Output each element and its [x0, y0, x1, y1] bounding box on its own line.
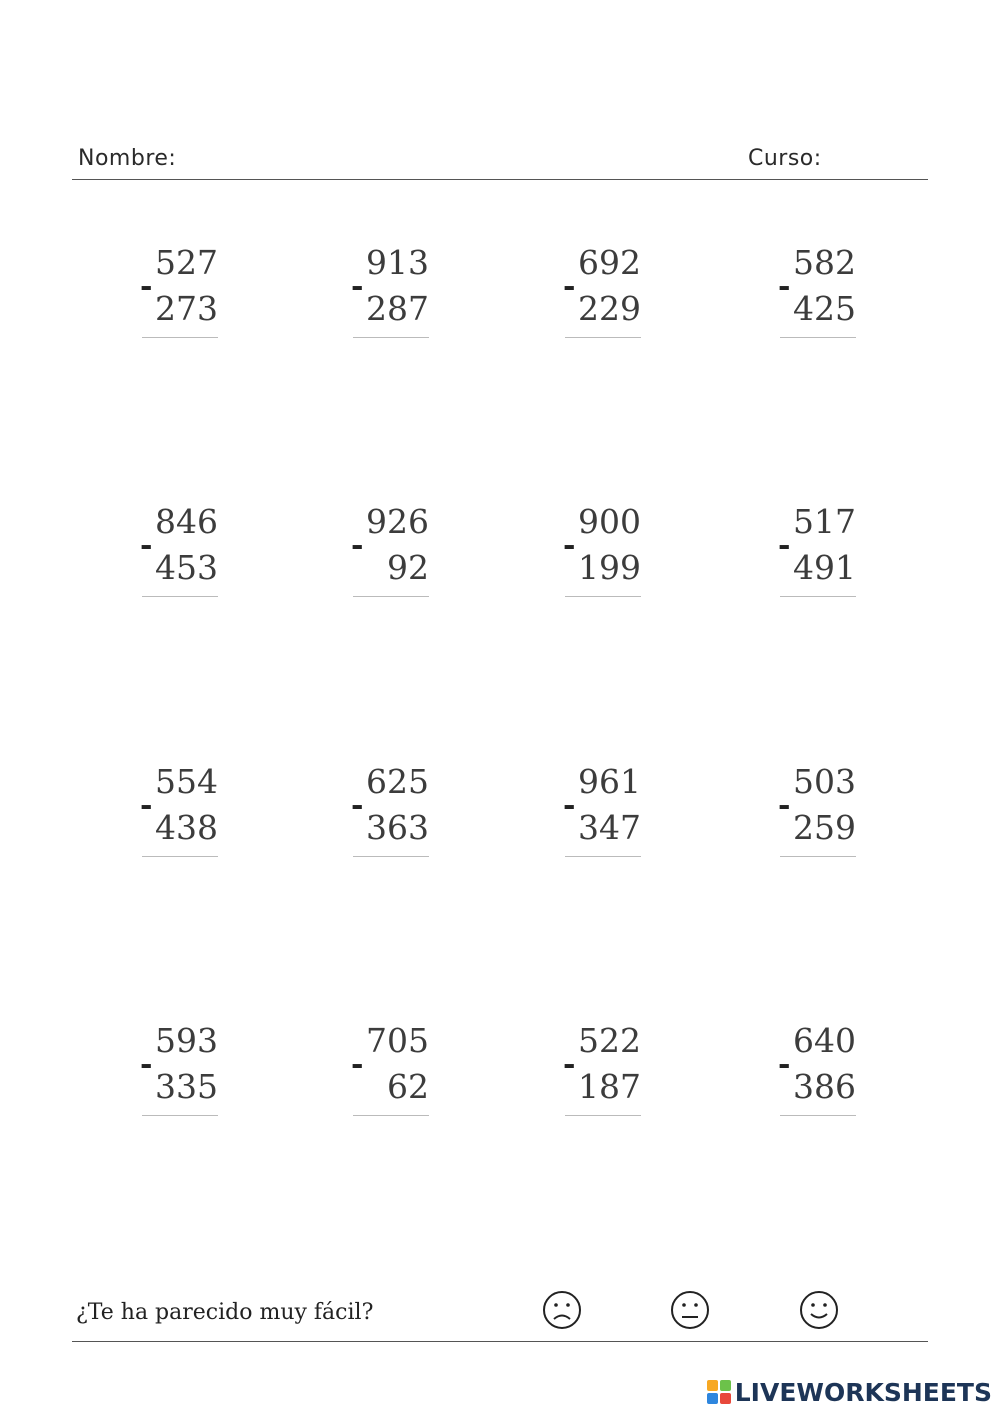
- sad-face-icon[interactable]: [542, 1290, 582, 1330]
- liveworksheets-logo-icon: [707, 1380, 731, 1404]
- answer-line[interactable]: [780, 1115, 856, 1116]
- answer-line[interactable]: [565, 596, 641, 597]
- minuend: 527: [155, 243, 218, 282]
- answer-line[interactable]: [780, 337, 856, 338]
- minus-sign: -: [563, 528, 576, 563]
- subtraction-problem: [563, 1021, 653, 1131]
- minus-sign: -: [351, 269, 364, 304]
- answer-line[interactable]: [353, 1115, 429, 1116]
- minuend: 517: [793, 502, 856, 541]
- minus-sign: -: [140, 788, 153, 823]
- answer-line[interactable]: [142, 856, 218, 857]
- subtrahend: 92: [387, 548, 429, 587]
- subtraction-problem: [778, 762, 868, 872]
- minus-sign: -: [778, 1047, 791, 1082]
- minuend: 625: [366, 762, 429, 801]
- minuend: 961: [578, 762, 641, 801]
- happy-face-icon[interactable]: [799, 1290, 839, 1330]
- minuend: 582: [793, 243, 856, 282]
- subtrahend: 62: [387, 1067, 429, 1106]
- footer-underline: [72, 1341, 928, 1342]
- answer-line[interactable]: [780, 856, 856, 857]
- subtraction-problem: [140, 502, 230, 612]
- minus-sign: -: [563, 788, 576, 823]
- answer-line[interactable]: [565, 856, 641, 857]
- minuend: 593: [155, 1021, 218, 1060]
- subtrahend: 347: [578, 808, 641, 847]
- minus-sign: -: [351, 528, 364, 563]
- logo-square: [707, 1393, 718, 1404]
- minus-sign: -: [778, 528, 791, 563]
- subtraction-problem: [351, 762, 441, 872]
- minuend: 692: [578, 243, 641, 282]
- minuend: 640: [793, 1021, 856, 1060]
- minuend: 503: [793, 762, 856, 801]
- subtrahend: 273: [155, 289, 218, 328]
- answer-line[interactable]: [142, 596, 218, 597]
- subtraction-problem: [351, 502, 441, 612]
- answer-line[interactable]: [353, 856, 429, 857]
- logo-square: [707, 1380, 718, 1391]
- answer-line[interactable]: [565, 337, 641, 338]
- subtrahend: 453: [155, 548, 218, 587]
- neutral-face-icon[interactable]: [670, 1290, 710, 1330]
- minus-sign: -: [563, 1047, 576, 1082]
- subtraction-problem: [563, 502, 653, 612]
- minus-sign: -: [140, 528, 153, 563]
- minuend: 705: [366, 1021, 429, 1060]
- answer-line[interactable]: [565, 1115, 641, 1116]
- minuend: 522: [578, 1021, 641, 1060]
- subtraction-problem: [778, 243, 868, 353]
- subtraction-problem: [563, 243, 653, 353]
- subtraction-problem: [140, 1021, 230, 1131]
- subtraction-problem: [563, 762, 653, 872]
- logo-square: [720, 1393, 731, 1404]
- subtrahend: 363: [366, 808, 429, 847]
- minuend: 554: [155, 762, 218, 801]
- subtraction-problem: [140, 762, 230, 872]
- subtrahend: 386: [793, 1067, 856, 1106]
- subtraction-problem: [778, 502, 868, 612]
- minus-sign: -: [351, 1047, 364, 1082]
- subtrahend: 229: [578, 289, 641, 328]
- answer-line[interactable]: [142, 1115, 218, 1116]
- answer-line[interactable]: [353, 337, 429, 338]
- subtrahend: 335: [155, 1067, 218, 1106]
- minus-sign: -: [563, 269, 576, 304]
- difficulty-question: ¿Te ha parecido muy fácil?: [76, 1300, 374, 1325]
- subtrahend: 287: [366, 289, 429, 328]
- subtraction-problem: [140, 243, 230, 353]
- answer-line[interactable]: [142, 337, 218, 338]
- liveworksheets-brand: [707, 1377, 992, 1407]
- minuend: 900: [578, 502, 641, 541]
- header-underline: [72, 179, 928, 180]
- name-label: Nombre:: [78, 146, 177, 171]
- subtrahend: 259: [793, 808, 856, 847]
- subtrahend: 491: [793, 548, 856, 587]
- brand-text: LIVEWORKSHEETS: [734, 1377, 992, 1407]
- minus-sign: -: [778, 269, 791, 304]
- subtraction-problem: [351, 243, 441, 353]
- minus-sign: -: [140, 269, 153, 304]
- minuend: 913: [366, 243, 429, 282]
- minuend: 846: [155, 502, 218, 541]
- answer-line[interactable]: [353, 596, 429, 597]
- subtraction-problem: [351, 1021, 441, 1131]
- subtrahend: 199: [578, 548, 641, 587]
- logo-square: [720, 1380, 731, 1391]
- minuend: 926: [366, 502, 429, 541]
- subtrahend: 187: [578, 1067, 641, 1106]
- subtraction-problem: [778, 1021, 868, 1131]
- subtrahend: 425: [793, 289, 856, 328]
- subtrahend: 438: [155, 808, 218, 847]
- minus-sign: -: [778, 788, 791, 823]
- minus-sign: -: [140, 1047, 153, 1082]
- minus-sign: -: [351, 788, 364, 823]
- answer-line[interactable]: [780, 596, 856, 597]
- course-label: Curso:: [748, 146, 822, 171]
